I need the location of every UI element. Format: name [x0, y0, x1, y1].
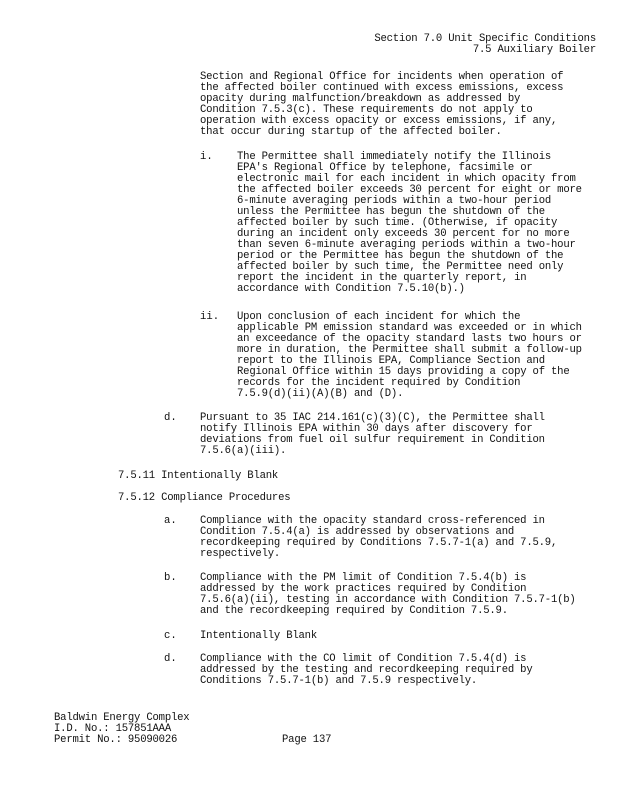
text-line: accordance with Condition 7.5.10(b).) — [237, 283, 465, 295]
text-line: Compliance with the CO limit of Condition 7.5.4(d) is — [200, 653, 527, 665]
text-line: report to the Illinois EPA, Compliance Section and — [237, 355, 545, 367]
text-line: an exceedance of the opacity standard lasts two hours or — [237, 333, 582, 345]
text-line: 7.5.9(d)(ii)(A)(B) and (D). — [237, 388, 404, 400]
text-line: operation with excess opacity or excess emissions, if any, — [200, 115, 558, 127]
footer-permit-number: Permit No.: 95090026 — [54, 734, 178, 746]
text-line: Condition 7.5.3(c). These requirements do not apply to — [200, 104, 533, 116]
footer-id-number: I.D. No.: 157851AAA — [54, 723, 171, 735]
text-line: affected boiler by such time. (Otherwise, if opacity — [237, 217, 558, 229]
item-i-text — [237, 152, 582, 295]
text-line: affected boiler by such time, the Permittee need only — [237, 261, 564, 273]
item-d-text — [200, 413, 545, 457]
text-line: Upon conclusion of each incident for which the — [237, 311, 521, 323]
footer-block — [54, 713, 189, 746]
text-line: Pursuant to 35 IAC 214.161(c)(3)(C), the Permittee shall — [200, 412, 545, 424]
text-line: during an incident only exceeds 30 percent for no more — [237, 228, 570, 240]
item-d-label: d. — [164, 412, 177, 424]
compliance-d-label: d. — [164, 653, 177, 665]
text-line: 6-minute averaging periods within a two-hour period — [237, 195, 552, 207]
text-line: Regional Office within 15 days providing a copy of the — [237, 366, 570, 378]
text-line: more in duration, the Permittee shall submit a follow-up — [237, 344, 582, 356]
text-line: EPA's Regional Office by telephone, facsimile or — [237, 162, 533, 174]
text-line: than seven 6-minute averaging periods within a two-hour — [237, 239, 576, 251]
item-ii-label: ii. — [200, 311, 220, 323]
text-line: addressed by the work practices required by Condition — [200, 583, 527, 595]
compliance-b-label: b. — [164, 572, 177, 584]
text-line: period or the Permittee has begun the shutdown of the — [237, 250, 564, 262]
intro-paragraph — [200, 72, 563, 138]
text-line: records for the incident required by Condition — [237, 377, 521, 389]
text-line: Conditions 7.5.7-1(b) and 7.5.9 respectively. — [200, 675, 478, 687]
section-7-5-12-heading: 7.5.12 Compliance Procedures — [118, 492, 291, 504]
header-section-title: Section 7.0 Unit Specific Conditions — [374, 33, 596, 45]
page-number: Page 137 — [282, 734, 332, 746]
item-i-label: i. — [200, 151, 213, 163]
text-line: report the incident in the quarterly report, in — [237, 272, 527, 284]
text-line: the affected boiler exceeds 30 percent for eight or more — [237, 184, 582, 196]
text-line: deviations from fuel oil sulfur requirement in Condition — [200, 434, 545, 446]
text-line: Condition 7.5.4(a) is addressed by observations and — [200, 526, 515, 538]
text-line: unless the Permittee has begun the shutdown of the — [237, 206, 545, 218]
text-line: 7.5.6(a)(iii). — [200, 445, 287, 457]
text-line: addressed by the testing and recordkeeping required by — [200, 664, 533, 676]
text-line: that occur during startup of the affected boiler. — [200, 126, 502, 138]
text-line: The Permittee shall immediately notify the Illinois — [237, 151, 552, 163]
compliance-a-label: a. — [164, 515, 177, 527]
text-line: recordkeeping required by Conditions 7.5.7-1(a) and 7.5.9, — [200, 537, 558, 549]
text-line: 7.5.6(a)(ii), testing in accordance with Condition 7.5.7-1(b) — [200, 594, 576, 606]
compliance-a-text — [200, 516, 557, 560]
text-line: Section and Regional Office for incidents when operation of — [200, 71, 564, 83]
text-line: respectively. — [200, 548, 281, 560]
text-line: and the recordkeeping required by Condition 7.5.9. — [200, 605, 508, 617]
compliance-c-label: c. — [164, 630, 177, 642]
text-line: Compliance with the opacity standard cross-referenced in — [200, 515, 545, 527]
footer-facility: Baldwin Energy Complex — [54, 712, 190, 724]
section-7-5-11-heading: 7.5.11 Intentionally Blank — [118, 470, 279, 482]
text-line: applicable PM emission standard was exceeded or in which — [237, 322, 582, 334]
text-line: notify Illinois EPA within 30 days after discovery for — [200, 423, 533, 435]
header-subsection-title: 7.5 Auxiliary Boiler — [472, 44, 596, 56]
text-line: Compliance with the PM limit of Condition 7.5.4(b) is — [200, 572, 527, 584]
text-line: opacity during malfunction/breakdown as addressed by — [200, 93, 521, 105]
compliance-b-text — [200, 573, 576, 617]
compliance-c-text — [200, 631, 317, 642]
text-line: Intentionally Blank — [200, 630, 317, 642]
text-line: electronic mail for each incident in which opacity from — [237, 173, 576, 185]
compliance-d-text — [200, 654, 533, 687]
text-line: the affected boiler continued with excess emissions, excess — [200, 82, 564, 94]
item-ii-text — [237, 312, 582, 400]
